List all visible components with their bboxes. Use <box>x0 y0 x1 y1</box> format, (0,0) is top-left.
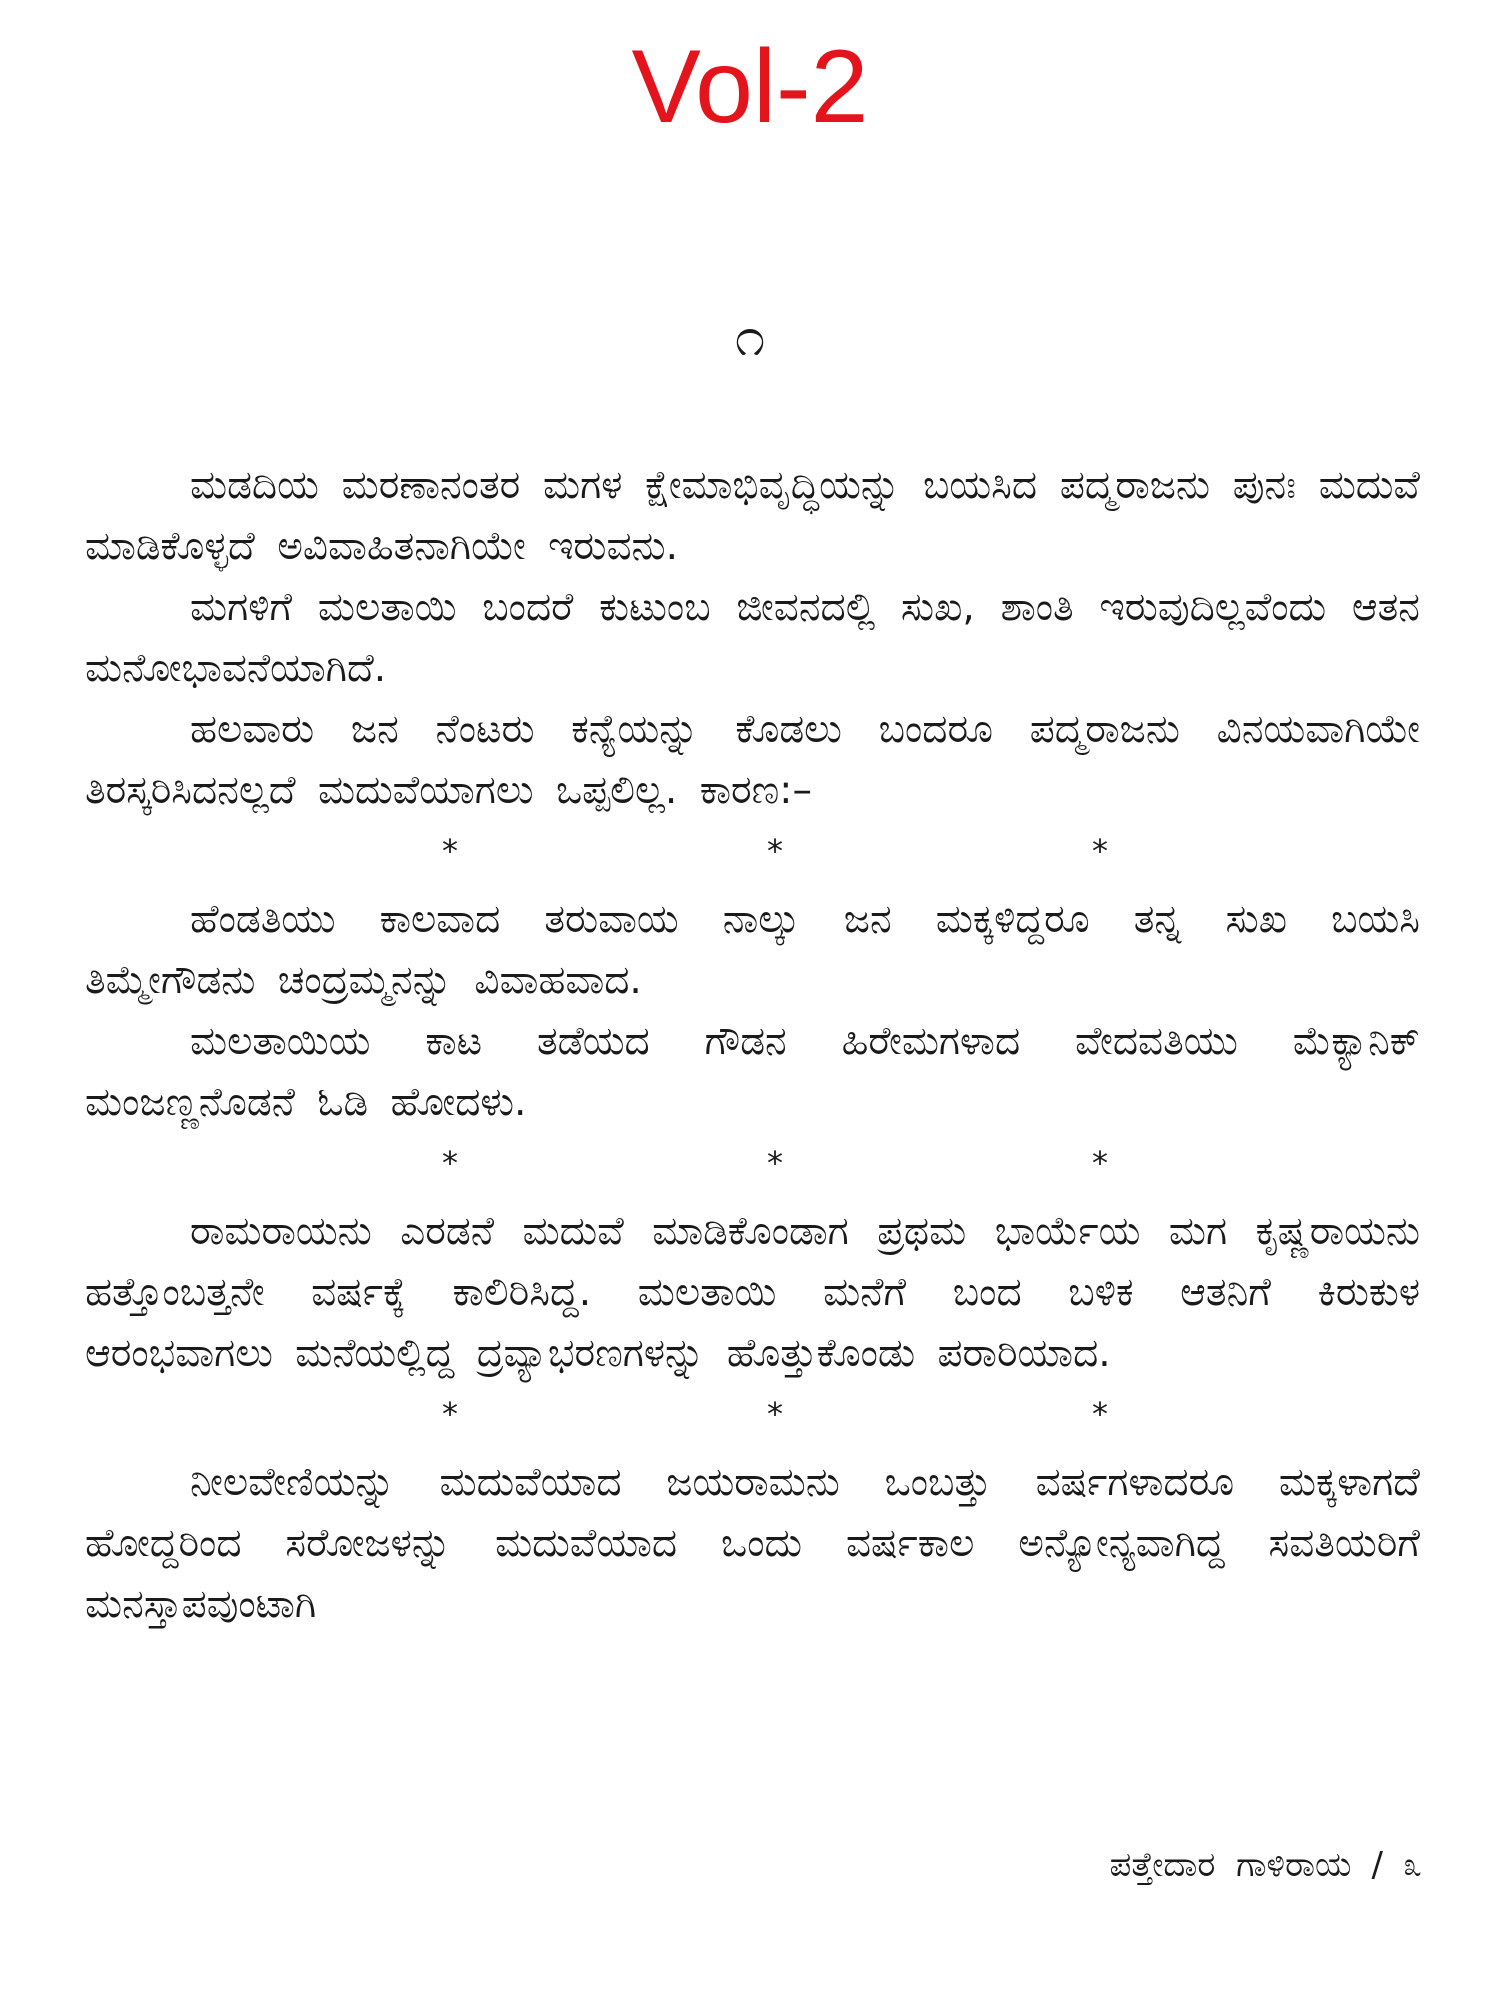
book-title: ಪತ್ತೇದಾರ ಗಾಳಿರಾಯ <box>1109 1845 1352 1885</box>
separator-star: * <box>1092 1144 1108 1182</box>
section-separator <box>435 1139 1115 1187</box>
paragraph: ಮಡದಿಯ ಮರಣಾನಂತರ ಮಗಳ ಕ್ಷೇಮಾಭಿವೃದ್ಧಿಯನ್ನು ಬಯಸಿದ ಪದ್ಮರಾಜನು ಪುನಃ ಮದುವೆ ಮಾಡಿಕೊಳ್ಳದೆ ಅವಿವಾಹಿತನಾಗಿಯೇ ಇರುವನು. <box>85 463 1420 569</box>
separator-star: * <box>767 1144 783 1182</box>
body-text <box>85 455 1420 1635</box>
separator-star: * <box>1092 832 1108 870</box>
page-number: ೩ <box>1402 1845 1422 1885</box>
separator-star: * <box>442 1144 458 1182</box>
paragraph: ಮಲತಾಯಿಯ ಕಾಟ ತಡೆಯದ ಗೌಡನ ಹಿರೇಮಗಳಾದ ವೇದವತಿಯು ಮೆಕ್ಯಾನಿಕ್ ಮಂಜಣ್ಣನೊಡನೆ ಓಡಿ ಹೋದಳು. <box>85 1019 1420 1125</box>
footer-divider: / <box>1371 1845 1383 1885</box>
section-separator <box>435 827 1115 875</box>
section-separator <box>435 1390 1115 1438</box>
paragraph: ಹಲವಾರು ಜನ ನೆಂಟರು ಕನ್ಯೆಯನ್ನು ಕೊಡಲು ಬಂದರೂ ಪದ್ಮರಾಜನು ವಿನಯವಾಗಿಯೇ ತಿರಸ್ಕರಿಸಿದನಲ್ಲದೆ ಮದುವೆಯಾಗಲು ಒಪ್ಪಲಿಲ್ಲ. ಕಾರಣ:– <box>85 707 1420 813</box>
separator-star: * <box>1092 1395 1108 1433</box>
separator-star: * <box>442 832 458 870</box>
volume-label: Vol-2 <box>631 29 869 145</box>
separator-star: * <box>767 832 783 870</box>
separator-star: * <box>442 1395 458 1433</box>
separator-star: * <box>767 1395 783 1433</box>
paragraph: ಹೆಂಡತಿಯು ಕಾಲವಾದ ತರುವಾಯ ನಾಲ್ಕು ಜನ ಮಕ್ಕಳಿದ್ದರೂ ತನ್ನ ಸುಖ ಬಯಸಿ ತಿಮ್ಮೇಗೌಡನು ಚಂದ್ರಮ್ಮನನ್ನು ವಿವಾಹವಾದ. <box>85 897 1420 1003</box>
chapter-number: ೧ <box>734 305 766 368</box>
paragraph: ರಾಮರಾಯನು ಎರಡನೆ ಮದುವೆ ಮಾಡಿಕೊಂಡಾಗ ಪ್ರಥಮ ಭಾರ್ಯೆಯ ಮಗ ಕೃಷ್ಣರಾಯನು ಹತ್ತೊಂಬತ್ತನೇ ವರ್ಷಕ್ಕೆ ಕಾಲಿರಿಸಿದ್ದ. ಮಲತಾಯಿ ಮನೆಗೆ ಬಂದ ಬಳಿಕ ಆತನಿಗೆ ಕಿರುಕುಳ ಆರಂಭವಾಗಲು ಮನೆಯಲ್ಲಿದ್ದ ದ್ರವ್ಯಾಭರಣಗಳನ್ನು ಹೊತ್ತುಕೊಂಡು ಪರಾರಿಯಾದ. <box>85 1209 1420 1376</box>
page-footer <box>1110 1845 1422 1886</box>
paragraph: ನೀಲವೇಣಿಯನ್ನು ಮದುವೆಯಾದ ಜಯರಾಮನು ಒಂಬತ್ತು ವರ್ಷಗಳಾದರೂ ಮಕ್ಕಳಾಗದೆ ಹೋದ್ದರಿಂದ ಸರೋಜಳನ್ನು ಮದುವೆಯಾದ ಒಂದು ವರ್ಷಕಾಲ ಅನ್ಯೋನ್ಯವಾಗಿದ್ದ ಸವತಿಯರಿಗೆ ಮನಸ್ತಾಪವುಂಟಾಗಿ <box>85 1460 1420 1627</box>
paragraph: ಮಗಳಿಗೆ ಮಲತಾಯಿ ಬಂದರೆ ಕುಟುಂಬ ಜೀವನದಲ್ಲಿ ಸುಖ, ಶಾಂತಿ ಇರುವುದಿಲ್ಲವೆಂದು ಆತನ ಮನೋಭಾವನೆಯಾಗಿದೆ. <box>85 585 1420 691</box>
